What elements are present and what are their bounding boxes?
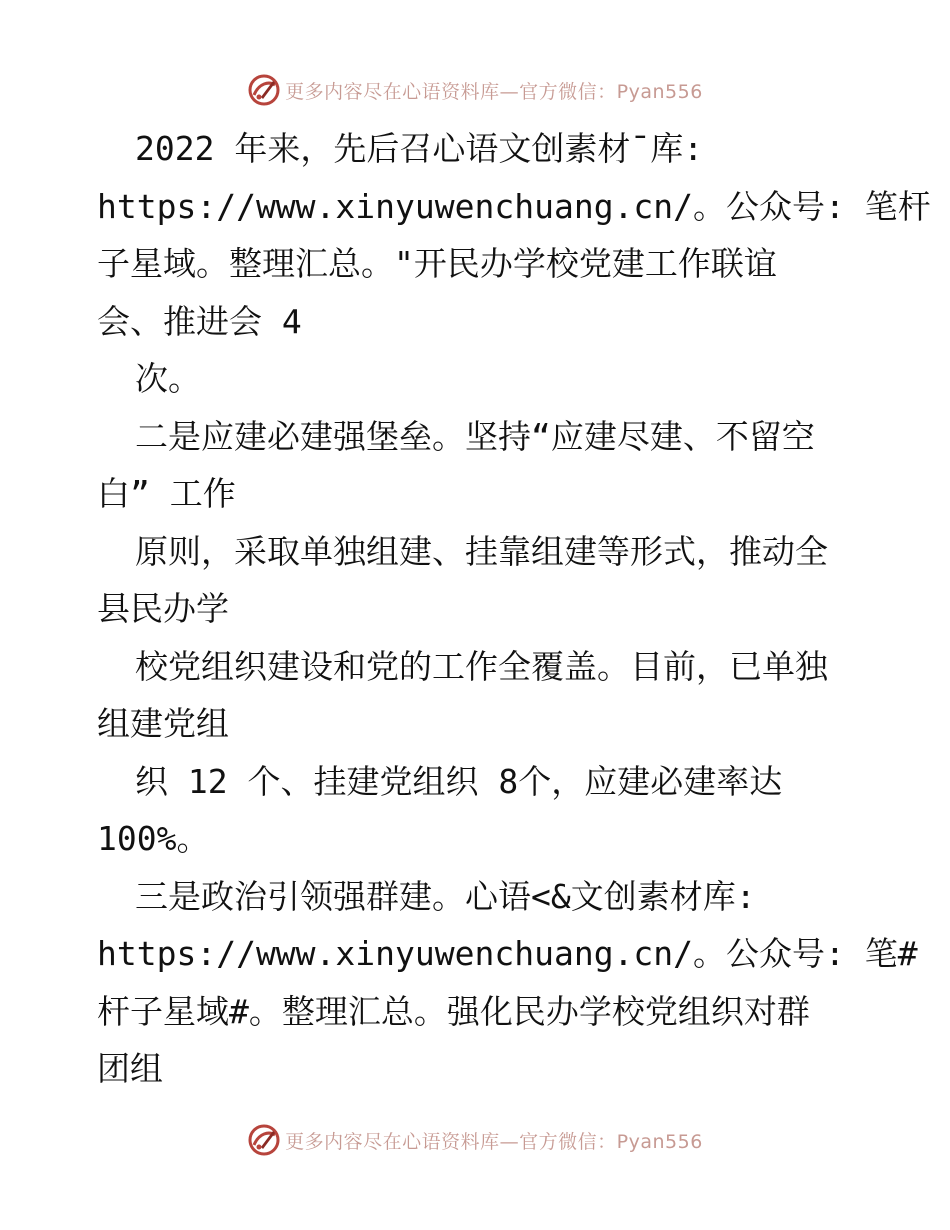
body-line-17: 团组 [97, 1049, 163, 1088]
body-line-1: 2022 年来，先后召心语文创素材¯库: [135, 129, 704, 168]
footer-wechat-id: Pyan556 [616, 1130, 703, 1153]
body-line-10: 校党组织建设和党的工作全覆盖。目前，已单独 [135, 646, 828, 686]
header-banner-text: 更多内容尽在心语资料库—官方微信：Pyan556 [285, 80, 703, 103]
brand-logo-icon [247, 1123, 281, 1157]
brand-logo-icon [247, 73, 281, 107]
body-line-2: https://www.xinyuwenchuang.cn/。公众号: 笔杆 [97, 186, 931, 226]
document-body [97, 120, 931, 1098]
body-line-3: 子星域。整理汇总。"开民办学校党建工作联谊 [97, 244, 777, 283]
body-line-15: https://www.xinyuwenchuang.cn/。公众号: 笔# [97, 934, 918, 973]
body-line-5: 次。 [135, 359, 201, 398]
body-line-13: 100%。 [97, 819, 210, 858]
body-line-7: 白” 工作 [97, 474, 236, 513]
header-banner [0, 70, 950, 110]
body-line-9: 县民办学 [97, 589, 229, 628]
body-line-8: 原则，采取单独组建、挂靠组建等形式，推动全 [135, 531, 828, 571]
footer-banner-text: 更多内容尽在心语资料库—官方微信：Pyan556 [285, 1130, 703, 1153]
body-line-6: 二是应建必建强堡垒。坚持“应建尽建、不留空 [135, 416, 815, 456]
body-line-14: 三是政治引领强群建。心语<&文创素材库: [135, 876, 756, 916]
body-line-16: 杆子星域#。整理汇总。强化民办学校党组织对群 [97, 991, 810, 1031]
footer-banner [0, 1120, 950, 1160]
header-wechat-id: Pyan556 [616, 80, 703, 103]
body-line-4: 会、推进会 4 [97, 301, 302, 341]
body-line-12: 织 12 个、挂建党组织 8个，应建必建率达 [135, 761, 783, 801]
body-line-11: 组建党组 [97, 704, 229, 743]
